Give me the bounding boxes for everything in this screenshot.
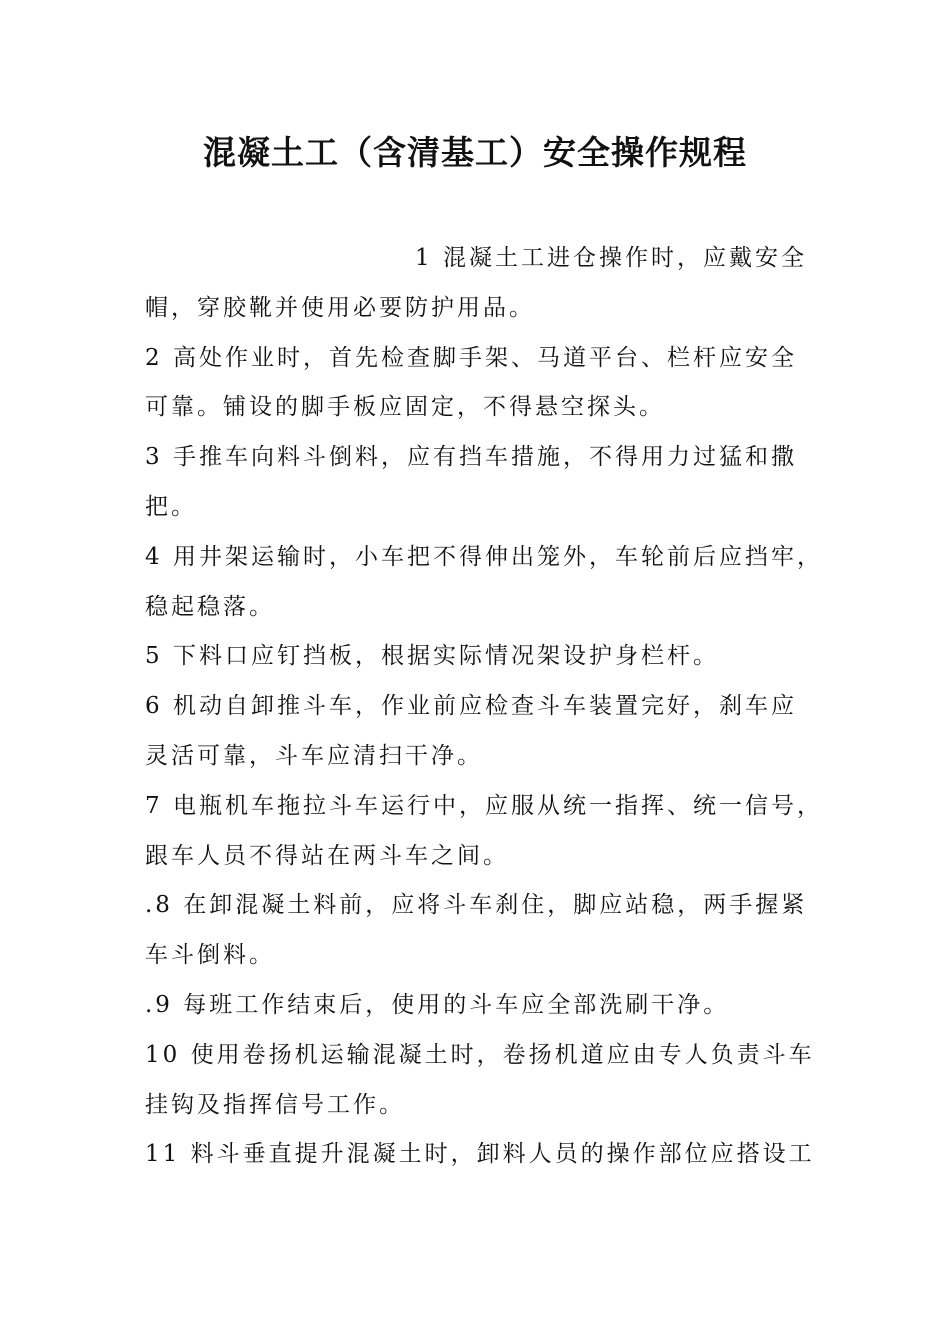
text-line: 车斗倒料。 xyxy=(145,942,275,969)
text-line: 11 料斗垂直提升混凝土时，卸料人员的操作部位应搭设工 xyxy=(145,1141,815,1168)
text-line: 挂钩及指挥信号工作。 xyxy=(145,1091,405,1118)
text-line: 5 下料口应钉挡板，根据实际情况架设护身栏杆。 xyxy=(145,643,719,670)
text-line: 6 机动自卸推斗车，作业前应检查斗车装置完好，刹车应 xyxy=(145,693,797,720)
document-title: 混凝土工（含清基工）安全操作规程 xyxy=(203,133,747,172)
text-line: 稳起稳落。 xyxy=(145,593,275,620)
document-body xyxy=(145,234,835,1180)
text-line: 可靠。铺设的脚手板应固定，不得悬空探头。 xyxy=(145,394,665,421)
text-line: 10 使用卷扬机运输混凝土时，卷扬机道应由专人负责斗车 xyxy=(145,1041,815,1068)
text-line: 3 手推车向料斗倒料，应有挡车措施，不得用力过猛和撒 xyxy=(145,444,797,471)
text-line: 帽，穿胶靴并使用必要防护用品。 xyxy=(145,294,535,321)
text-line: 灵活可靠，斗车应清扫干净。 xyxy=(145,742,483,769)
text-line: 4 用井架运输时，小车把不得伸出笼外，车轮前后应挡牢， xyxy=(145,543,823,570)
text-line: 1 混凝土工进仓操作时，应戴安全 xyxy=(415,245,807,271)
text-line: .8 在卸混凝土料前，应将斗车刹住，脚应站稳，两手握紧 xyxy=(145,892,808,919)
text-line: 跟车人员不得站在两斗车之间。 xyxy=(145,842,509,869)
text-line: 2 高处作业时，首先检查脚手架、马道平台、栏杆应安全 xyxy=(145,344,797,371)
text-line: 把。 xyxy=(145,493,197,520)
text-line: 7 电瓶机车拖拉斗车运行中，应服从统一指挥、统一信号， xyxy=(145,792,823,819)
text-line: .9 每班工作结束后，使用的斗车应全部洗刷干净。 xyxy=(145,991,730,1018)
